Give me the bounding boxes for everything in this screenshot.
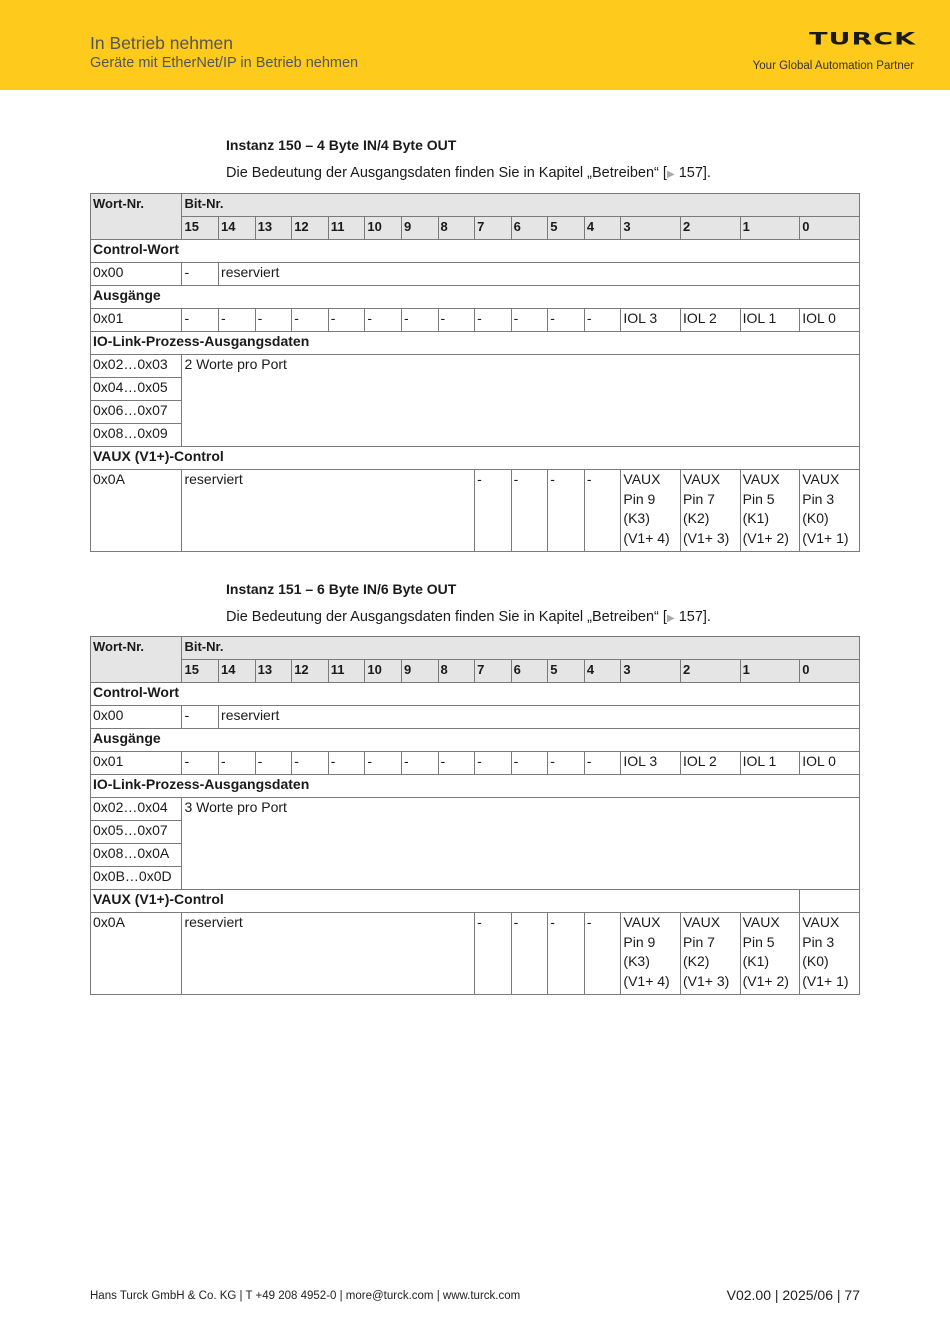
footer-page-info: V02.00 | 2025/06 | 77 [726,1287,860,1303]
word-addr: 0x02…0x03 [91,355,182,378]
bit-header: 7 [475,660,512,683]
table-row [91,729,860,752]
word-addr: 0x06…0x07 [91,401,182,424]
vaux-cell: VAUX Pin 7 (K2) (V1+ 3) [681,470,741,552]
bit-cell: - [255,752,292,775]
table-row [91,332,860,355]
table-row [91,355,860,378]
footer-contact: Hans Turck GmbH & Co. KG | T +49 208 4952-0 | more@turck.com | www.turck.com [90,1290,521,1302]
bit-cell: - [292,752,329,775]
bit-header: 14 [219,217,256,240]
desc-suffix: ]. [702,165,711,181]
bit-cell: - [219,752,256,775]
word-addr: 0x08…0x0A [91,844,182,867]
bit-table-instanz-151 [90,636,860,995]
word-addr: 0x02…0x04 [91,798,182,821]
vaux-cell: VAUX Pin 3 (K0) (V1+ 1) [800,470,860,552]
page-header [0,0,950,90]
bit-header: 8 [438,217,475,240]
desc-text: Die Bedeutung der Ausgangsdaten finden Sie in Kapitel „Betreiben“ [ [226,609,667,625]
bit-table-instanz-150 [90,193,860,552]
empty-cell [800,890,860,913]
section-row-control: Control-Wort [91,683,860,706]
word-addr: 0x08…0x09 [91,424,182,447]
bit-cell: - [548,309,585,332]
desc-text: Die Bedeutung der Ausgangsdaten finden Sie in Kapitel „Betreiben“ [ [226,165,667,181]
bit-cell: IOL 3 [621,309,681,332]
bit-header: 5 [548,660,585,683]
section-row-vaux: VAUX (V1+)-Control [91,890,800,913]
bit-cell: - [475,752,512,775]
bit-cell: - [401,309,438,332]
bit-header: 13 [255,660,292,683]
bit-header: 1 [740,217,800,240]
turck-logo: TURCK [809,29,916,49]
table-row [91,194,860,217]
bit-cell: - [475,913,512,995]
reserved-cell: reserviert [182,913,475,995]
bit-header: 7 [475,217,512,240]
bit-cell: - [584,309,621,332]
table-row [91,263,860,286]
col-header-word: Wort-Nr. [91,637,182,683]
section-title-instanz-150: Instanz 150 – 4 Byte IN/4 Byte OUT [226,137,457,153]
table-row [91,913,860,995]
bit-header: 13 [255,217,292,240]
bit-cell: - [365,752,402,775]
reserved-cell: reserviert [219,706,860,729]
bit-cell: IOL 2 [681,752,741,775]
bit-header: 2 [681,217,741,240]
section-row-io-link: IO-Link-Prozess-Ausgangsdaten [91,775,860,798]
bit-header: 6 [511,660,548,683]
bit-cell: - [475,309,512,332]
bit-cell: - [328,752,365,775]
bit-cell: IOL 1 [740,752,800,775]
bit-cell: - [584,470,621,552]
section-desc-instanz-151 [226,609,711,625]
table-row [91,286,860,309]
bit-header: 3 [621,660,681,683]
bit-cell: - [292,309,329,332]
table-row [91,447,860,470]
bit-header: 6 [511,217,548,240]
io-words-cell: 3 Worte pro Port [182,798,860,890]
bit-cell: - [182,309,219,332]
table-row [91,775,860,798]
bit-header: 9 [401,660,438,683]
bit-cell: IOL 0 [800,752,860,775]
bit-header: 10 [365,217,402,240]
bit-cell: - [511,470,548,552]
reserved-cell: reserviert [182,470,475,552]
bit-cell: - [328,309,365,332]
vaux-cell: VAUX Pin 5 (K1) (V1+ 2) [740,913,800,995]
bit-header: 11 [328,660,365,683]
section-row-control: Control-Wort [91,240,860,263]
bit-cell: - [438,752,475,775]
bit-cell: - [584,913,621,995]
bit-header: 0 [800,217,860,240]
bit-cell: - [511,913,548,995]
word-addr: 0x0B…0x0D [91,867,182,890]
word-addr: 0x00 [91,263,182,286]
word-addr: 0x01 [91,752,182,775]
bit-cell: - [511,309,548,332]
bit-cell: - [548,752,585,775]
section-row-io-link: IO-Link-Prozess-Ausgangsdaten [91,332,860,355]
bit-header: 12 [292,217,329,240]
bit-cell: - [475,470,512,552]
bit-header: 5 [548,217,585,240]
page-ref-link[interactable]: 157 [678,609,703,625]
header-title: In Betrieb nehmen [90,33,234,53]
bit-header: 10 [365,660,402,683]
word-addr: 0x0A [91,913,182,995]
table-row [91,470,860,552]
table-row [91,637,860,660]
bit-header: 12 [292,660,329,683]
bit-header: 2 [681,660,741,683]
word-addr: 0x00 [91,706,182,729]
page-ref-link[interactable]: 157 [678,165,703,181]
bit-header: 15 [182,660,219,683]
bit-cell: - [182,706,219,729]
bit-cell: - [219,309,256,332]
word-addr: 0x04…0x05 [91,378,182,401]
bit-header: 11 [328,217,365,240]
bit-cell: - [548,913,585,995]
section-desc-instanz-150 [226,165,711,181]
desc-suffix: ]. [702,609,711,625]
table-row [91,706,860,729]
section-row-outputs: Ausgänge [91,729,860,752]
vaux-cell: VAUX Pin 3 (K0) (V1+ 1) [800,913,860,995]
word-addr: 0x01 [91,309,182,332]
bit-cell: - [255,309,292,332]
bit-cell: IOL 1 [740,309,800,332]
table-row [91,309,860,332]
section-row-vaux: VAUX (V1+)-Control [91,447,860,470]
bit-header: 0 [800,660,860,683]
word-addr: 0x05…0x07 [91,821,182,844]
vaux-cell: VAUX Pin 9 (K3) (V1+ 4) [621,470,681,552]
table-row [91,660,860,683]
table-row [91,683,860,706]
bit-cell: IOL 2 [681,309,741,332]
vaux-cell: VAUX Pin 7 (K2) (V1+ 3) [681,913,741,995]
bit-cell: - [401,752,438,775]
header-subtitle: Geräte mit EtherNet/IP in Betrieb nehmen [90,55,359,71]
col-header-word: Wort-Nr. [91,194,182,240]
table-row [91,798,860,821]
bit-header: 8 [438,660,475,683]
bit-cell: - [548,470,585,552]
bit-cell: - [182,263,219,286]
io-words-cell: 2 Worte pro Port [182,355,860,447]
table-row [91,890,860,913]
bit-cell: - [182,752,219,775]
page-ref-arrow-icon: ▶ [666,169,675,180]
bit-cell: - [365,309,402,332]
bit-header: 14 [219,660,256,683]
section-title-instanz-151: Instanz 151 – 6 Byte IN/6 Byte OUT [226,581,457,597]
bit-header: 3 [621,217,681,240]
page-ref-arrow-icon: ▶ [666,613,675,624]
bit-cell: - [584,752,621,775]
logo-tagline: Your Global Automation Partner [752,60,914,72]
bit-cell: IOL 3 [621,752,681,775]
vaux-cell: VAUX Pin 9 (K3) (V1+ 4) [621,913,681,995]
vaux-cell: VAUX Pin 5 (K1) (V1+ 2) [740,470,800,552]
bit-cell: - [511,752,548,775]
table-row [91,752,860,775]
bit-header: 4 [584,660,621,683]
col-header-bit: Bit-Nr. [182,194,860,217]
table-row [91,240,860,263]
bit-header: 4 [584,217,621,240]
bit-cell: - [438,309,475,332]
bit-cell: IOL 0 [800,309,860,332]
reserved-cell: reserviert [219,263,860,286]
section-row-outputs: Ausgänge [91,286,860,309]
bit-header: 15 [182,217,219,240]
table-row [91,217,860,240]
word-addr: 0x0A [91,470,182,552]
bit-header: 1 [740,660,800,683]
col-header-bit: Bit-Nr. [182,637,860,660]
bit-header: 9 [401,217,438,240]
